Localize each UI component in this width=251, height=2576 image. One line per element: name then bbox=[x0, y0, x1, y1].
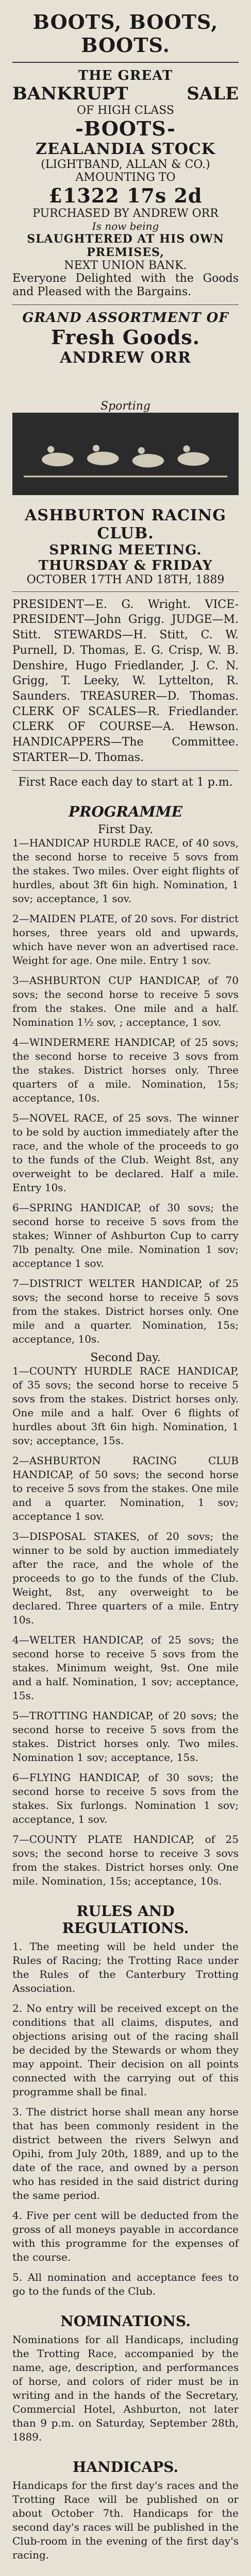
sporting-section bbox=[12, 400, 239, 495]
programme-section bbox=[12, 800, 239, 1888]
list-item: 3—ASHBURTON CUP HANDICAP, of 70 sovs; the second horse to receive 5 sovs from the stakes. One mile and a half. Nomination 1½ sov, ; acceptance, 1 sov. bbox=[12, 974, 239, 1029]
bankrupt-left: BANKRUPT bbox=[12, 83, 128, 104]
horse-race-banner bbox=[12, 413, 239, 495]
list-item: 6—FLYING HANDICAP, of 30 sovs; the second horse to receive 5 sovs from the stakes. Six furlongs. Nomination 1 sov; acceptance, 1 sov. bbox=[12, 1771, 239, 1826]
list-item: 4. Five per cent will be deducted from the gross of all moneys payable in accordance with this programme for the expenses of the course. bbox=[12, 2209, 239, 2264]
next-union-bank: NEXT UNION BANK. bbox=[64, 259, 187, 272]
handicaps-text: Handicaps for the first day's races and the Trotting Race will be published on or about October 7th. Handicaps for the second day's races will be published in the Club-room in the evening of the first day's racing. bbox=[12, 2479, 239, 2562]
divider bbox=[12, 770, 239, 771]
nominations-section bbox=[12, 2310, 239, 2444]
boots-advert bbox=[12, 10, 239, 367]
firm-name: (LIGHTBAND, ALLAN & CO.) bbox=[41, 158, 210, 171]
club-name: ASHBURTON RACING CLUB. bbox=[25, 506, 226, 543]
amounting-to: AMOUNTING TO bbox=[75, 171, 176, 184]
acceptances-section bbox=[12, 2573, 239, 2576]
bankrupt-right: SALE bbox=[187, 83, 239, 104]
list-item: 2—MAIDEN PLATE, of 20 sovs. For district horses, three years old and upwards, which have never won an advertised race. Weight for age. One mile. Entry 1 sov. bbox=[12, 912, 239, 967]
list-item: 3. The district horse shall mean any horse that has been commonly resident in the district between the rivers Selwyn and Opihi, from July 20th, 1889, and up to the date of the race, and owned by a person who has resided in the said district during the same period. bbox=[12, 2106, 239, 2202]
list-item: 1—HANDICAP HURDLE RACE, of 40 sovs, the second horse to receive 5 sovs from the stakes. Two miles. Over eight flights of hurdles, about 3ft 6in high. Nomination, 1 sov; acceptance, 1 sov. bbox=[12, 837, 239, 905]
second-day-list bbox=[12, 1364, 239, 1888]
list-item: 4—WELTER HANDICAP, of 25 sovs; the second horse to receive 5 sovs from the stakes. Minimum weight, 9st. One mile and a half. Nomination, 1 sov; acceptance, 15s. bbox=[12, 1634, 239, 1702]
boots-title: -BOOTS- bbox=[75, 117, 176, 140]
list-item: 5—NOVEL RACE, of 25 sovs. The winner to be sold by auction immediately after the race, and the whole of the proceeds to go to the funds of the Club. Weight 8st, any overweight to be declared. Half a mile. Entry 10s. bbox=[12, 1112, 239, 1194]
rules-list bbox=[12, 1940, 239, 2298]
club-section bbox=[12, 506, 239, 789]
rules-title: RULES AND REGULATIONS. bbox=[62, 1903, 189, 1937]
list-item: 7—COUNTY PLATE HANDICAP, of 25 sovs; the second horse to receive 3 sovs from the stakes. District horses only. One mile. Nomination, 15s; acceptance, 10s. bbox=[12, 1833, 239, 1888]
divider bbox=[12, 304, 239, 305]
list-item: 2—ASHBURTON RACING CLUB HANDICAP, of 50 sovs; the second horse to receive 5 sovs from the stakes. One mile and a quarter. Nomination, 1 sov; acceptance 1 sov. bbox=[12, 1454, 239, 1523]
first-day-title: First Day. bbox=[97, 823, 154, 837]
nominations-text: Nominations for all Handicaps, including the Trotting Race, accompanied by the name, age, description, and performances of horse, and colors of rider must be in writing and in the hands of the Secretary, Commercial Hotel, Ashburton, not later than 9 p.m. on Saturday, September 28th, 1889. bbox=[12, 2333, 239, 2444]
sporting-label: Sporting bbox=[100, 399, 151, 413]
list-item: 2. No entry will be received except on the conditions that all claims, disputes, and objections arising out of the racing shall be decided by the Stewards or whom they may appoint. Their decision on all points connected with the carrying out of this programme shall be final. bbox=[12, 2002, 239, 2098]
purchased-by: PURCHASED BY ANDREW ORR bbox=[32, 207, 219, 220]
list-item: 3—DISPOSAL STAKES, of 20 sovs; the winner to be sold by auction immediately after the race, and the whole of the proceeds to go to the funds of the Club. Weight, 8st, any overweight to be declared. Three quarters of a mile. Entry 10s. bbox=[12, 1530, 239, 1626]
list-item: 1—COUNTY HURDLE RACE HANDICAP, of 35 sovs; the second horse to receive 5 sovs from the stakes. District horses only. One mile and a half. Over 6 flights of hurdles about 3ft 6in high. Nomination, 1 sov; acceptance, 15s. bbox=[12, 1365, 239, 1447]
fresh-goods: Fresh Goods. bbox=[51, 325, 200, 349]
amount: £1322 17s 2d bbox=[48, 184, 203, 207]
second-day-title: Second Day. bbox=[90, 1351, 161, 1365]
list-item: 6—SPRING HANDICAP, of 30 sovs; the second horse to receive 5 sovs from the stakes; Winner of Ashburton Cup to carry 7lb penalty. One mile. Nomination 1 sov; acceptance 1 sov. bbox=[12, 1201, 239, 1270]
grand-assortment: GRAND ASSORTMENT OF bbox=[22, 310, 229, 326]
race-dates: OCTOBER 17TH AND 18TH, 1889 bbox=[26, 573, 225, 586]
list-item: 7—DISTRICT WELTER HANDICAP, of 25 sovs; the second horse to receive 5 sovs from the stakes. District horses only. One mile and a quarter. Nomination, 15s; acceptance, 10s. bbox=[12, 1277, 239, 1346]
divider bbox=[12, 62, 239, 63]
list-item: 1. The meeting will be held under the Rules of Racing; the Trotting Race under the Rules of the Canterbury Trotting Association. bbox=[12, 1940, 239, 1995]
officials-list: PRESIDENT—E. G. Wright. VICE-PRESIDENT—John Grigg. JUDGE—M. Stitt. STEWARDS—H. Stitt, C. W. Purnell, D. Thomas, E. G. Crisp, W. B. Denshire, Hugo Friedlander, J. C. N. Grigg, T. Leeky, W. Lyttelton, R. Saunders. TREASURER—D. Thomas. CLERK OF SCALES—R. Friedlander. CLERK OF COURSE—A. Hewson. HANDICAPPERS—The Committee. STARTER—D. Thomas. bbox=[12, 598, 239, 764]
slaughtered: SLAUGHTERED AT HIS OWN PREMISES, bbox=[27, 232, 224, 259]
rules-section bbox=[12, 1900, 239, 2298]
of-high-class: OF HIGH CLASS bbox=[76, 104, 174, 117]
andrew-orr: ANDREW ORR bbox=[60, 348, 191, 367]
meeting-name: SPRING MEETING. bbox=[49, 542, 202, 558]
race-days: THURSDAY & FRIDAY bbox=[38, 557, 213, 573]
divider bbox=[12, 591, 239, 592]
delighted-text: Everyone Delighted with the Goods and Pleased with the Bargains. bbox=[12, 272, 239, 299]
programme-title: PROGRAMME bbox=[69, 803, 182, 821]
horse-race-icon bbox=[12, 413, 239, 495]
bankrupt-sale-banner bbox=[12, 83, 239, 104]
first-race-time: First Race each day to start at 1 p.m. bbox=[18, 776, 233, 789]
is-now-being: Is now being bbox=[92, 220, 159, 232]
handicaps-title: HANDICAPS. bbox=[72, 2459, 179, 2476]
zealandia-stock: ZEALANDIA STOCK bbox=[36, 140, 215, 158]
list-item: 5—TROTTING HANDICAP, of 20 sovs; the second horse to receive 5 sovs from the stakes. District horses only. Two miles. Nomination 1 sov; acceptance, 15s. bbox=[12, 1709, 239, 1764]
slogan: BOOTS, BOOTS, BOOTS. bbox=[32, 10, 219, 57]
list-item: 5. All nomination and acceptance fees to go to the funds of the Club. bbox=[12, 2271, 239, 2298]
nominations-title: NOMINATIONS. bbox=[60, 2313, 191, 2330]
handicaps-section bbox=[12, 2455, 239, 2562]
the-great: THE GREAT bbox=[78, 68, 173, 83]
list-item: 4—WINDERMERE HANDICAP, of 25 sovs; the second horse to receive 3 sovs from the stakes. District horses only. Three quarters of a mile. Nomination, 15s; acceptance, 10s. bbox=[12, 1036, 239, 1105]
first-day-list bbox=[12, 836, 239, 1346]
